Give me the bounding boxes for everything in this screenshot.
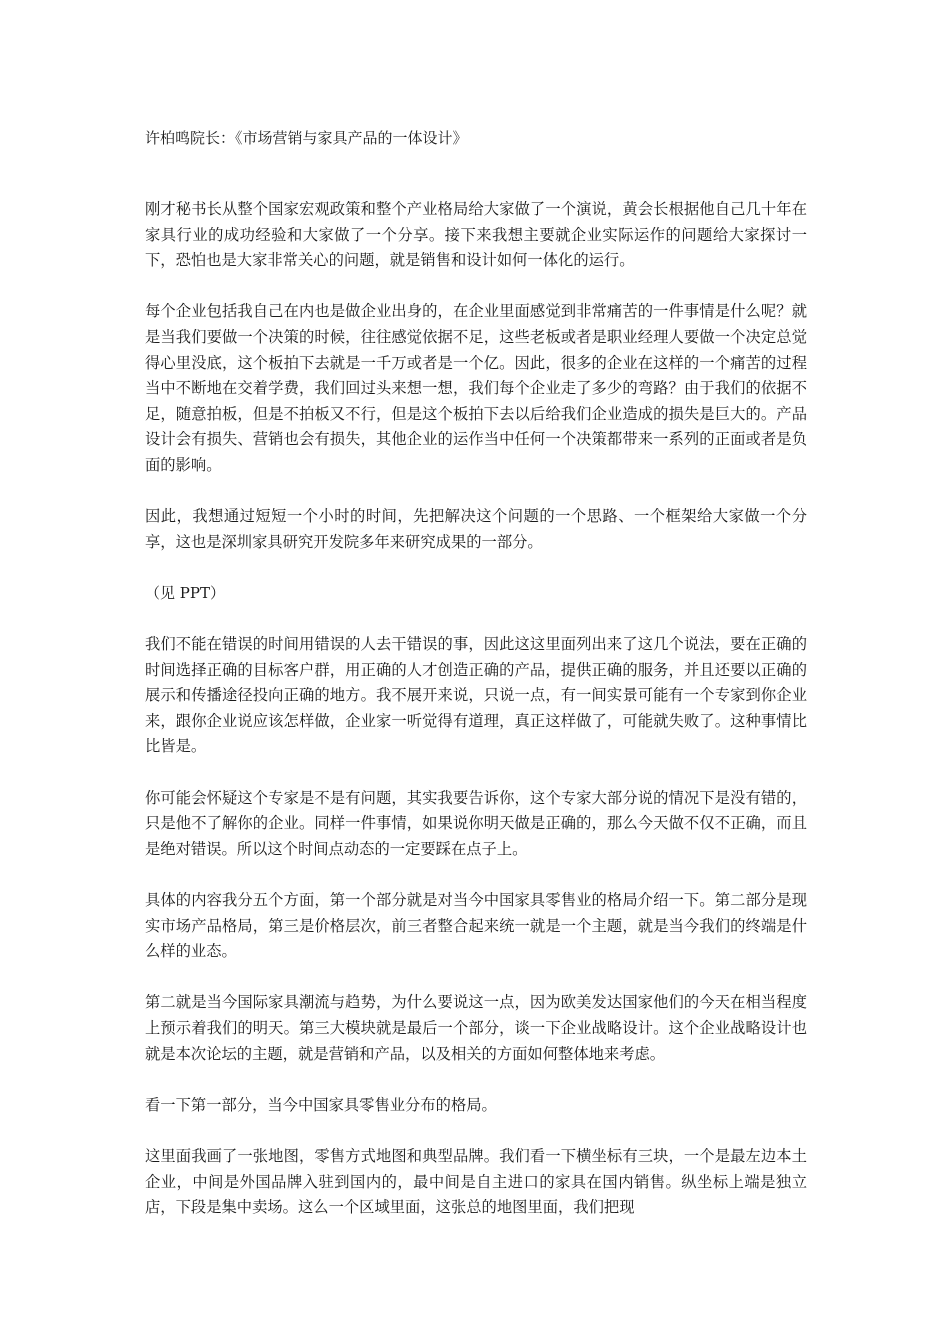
paragraph-2: 每个企业包括我自己在内也是做企业出身的，在企业里面感觉到非常痛苦的一件事情是什么呢？就是当我们要做一个决策的时候，往往感觉依据不足，这些老板或者是职业经理人要做一个决定总觉得心里没底，这个板拍下去就是一千万或者是一个亿。因此，很多的企业在这样的一个痛苦的过程当中不断地在交着学费，我们回过头来想一想，我们每个企业走了多少的弯路？由于我们的依据不足，随意拍板，但是不拍板又不行，但是这个板拍下去以后给我们企业造成的损失是巨大的。产品设计会有损失、营销也会有损失，其他企业的运作当中任何一个决策都带来一系列的正面或者是负面的影响。	[145, 302, 807, 474]
paragraph-3: 因此，我想通过短短一个小时的时间，先把解决这个问题的一个思路、一个框架给大家做一个分享，这也是深圳家具研究开发院多年来研究成果的一部分。	[145, 507, 807, 551]
paragraph-5: 我们不能在错误的时间用错误的人去干错误的事，因此这这里面列出来了这几个说法，要在正确的时间选择正确的目标客户群，用正确的人才创造正确的产品，提供正确的服务，并且还要以正确的展示和传播途径投向正确的地方。我不展开来说，只说一点，有一间实景可能有一个专家到你企业来，跟你企业说应该怎样做，企业家一听觉得有道理，真正这样做了，可能就失败了。这种事情比比皆是。	[145, 635, 807, 756]
paragraph-1: 刚才秘书长从整个国家宏观政策和整个产业格局给大家做了一个演说，黄会长根据他自己几十年在家具行业的成功经验和大家做了一个分享。接下来我想主要就企业实际运作的问题给大家探讨一下，恐怕也是大家非常关心的问题，就是销售和设计如何一体化的运行。	[145, 200, 807, 270]
paragraph-9: 看一下第一部分，当今中国家具零售业分布的格局。	[145, 1095, 497, 1114]
ppt-reference-note: （见 PPT）	[145, 583, 225, 602]
paragraph-7: 具体的内容我分五个方面，第一个部分就是对当今中国家具零售业的格局介绍一下。第二部分是现实市场产品格局，第三是价格层次，前三者整合起来统一就是一个主题，就是当今我们的终端是什么样的业态。	[145, 891, 807, 961]
document-page	[145, 125, 807, 1246]
paragraph-8: 第二就是当今国际家具潮流与趋势，为什么要说这一点，因为欧美发达国家他们的今天在相当程度上预示着我们的明天。第三大模块就是最后一个部分，谈一下企业战略设计。这个企业战略设计也就是本次论坛的主题，就是营销和产品，以及相关的方面如何整体地来考虑。	[145, 993, 807, 1063]
paragraph-10: 这里面我画了一张地图，零售方式地图和典型品牌。我们看一下横坐标有三块，一个是最左边本土企业，中间是外国品牌入驻到国内的，最中间是自主进口的家具在国内销售。纵坐标上端是独立店，下段是集中卖场。这么一个区域里面，这张总的地图里面，我们把现	[145, 1146, 807, 1217]
paragraph-6: 你可能会怀疑这个专家是不是有问题，其实我要告诉你，这个专家大部分说的情况下是没有错的，只是他不了解你的企业。同样一件事情，如果说你明天做是正确的，那么今天做不仅不正确，而且是绝对错误。所以这个时间点动态的一定要踩在点子上。	[145, 788, 807, 858]
document-title: 许柏鸣院长：《市场营销与家具产品的一体设计》	[145, 129, 468, 147]
